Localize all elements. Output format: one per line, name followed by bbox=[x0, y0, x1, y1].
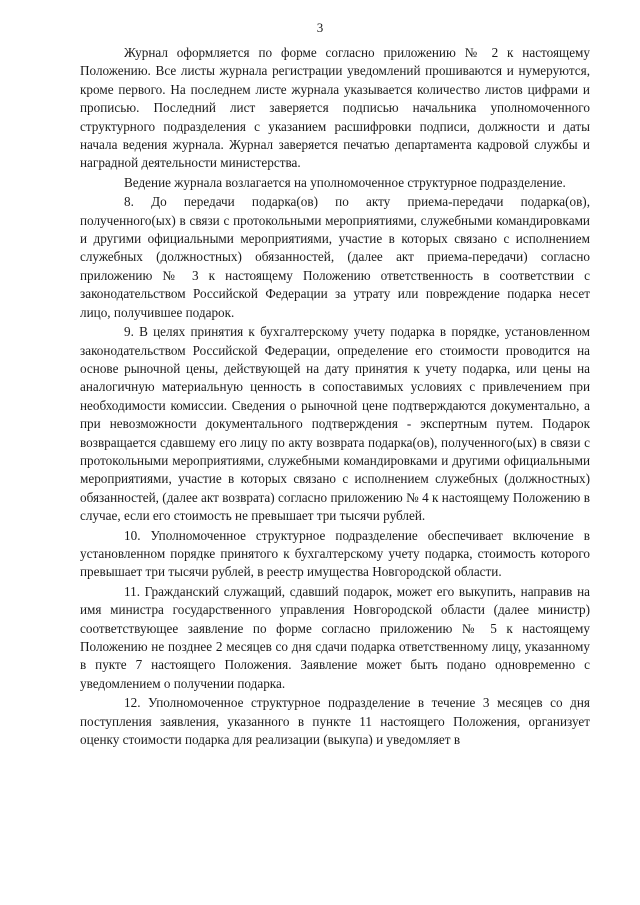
paragraph-8: 8. До передачи подарка(ов) по акту приема-передачи подарка(ов), полученного(ых) в связи с протокольными мероприятиями, служебными командировками и другими официальными мероприятиями, участие в которых связано с исполнением служебных (должностных) обязанностей, (далее акт приема-передачи) согласно приложению № 3 к настоящему Положению ответственность в соответствии с законодательством Российской Федерации за утрату или повреждение подарка несет лицо, получившее подарок. bbox=[80, 194, 590, 320]
paragraph-12: 12. Уполномоченное структурное подразделение в течение 3 месяцев со дня поступления заявления, указанного в пункте 11 настоящего Положения, организует оценку стоимости подарка для реализации (выкупа) и уведомляет в bbox=[80, 695, 590, 748]
paragraph-journal-keeping: Ведение журнала возлагается на уполномоченное структурное подразделение. bbox=[124, 174, 566, 190]
paragraph-journal-form: Журнал оформляется по форме согласно приложению № 2 к настоящему Положению. Все листы журнала регистрации уведомлений прошиваются и нумеруются, кроме первого. На последнем листе журнала указывается количество листов цифрами и прописью. Последний лист заверяется подписью начальника уполномоченного структурного подразделения с указанием расшифровки подписи, должности и даты начала ведения журнала. Журнал заверяется печатью департамента кадровой службы и наградной деятельности министерства. bbox=[80, 45, 590, 171]
paragraph-9: 9. В целях принятия к бухгалтерскому учету подарка в порядке, установленном законодательством Российской Федерации, определение его стоимости проводится на основе рыночной цены, действующей на дату принятия к учету подарка, или цены на аналогичную материальную ценность в сопоставимых условиях с привлечением при необходимости комиссии. Сведения о рыночной цене подтверждаются документально, а при невозможности документального подтверждения - экспертным путем. Подарок возвращается сдавшему его лицу по акту возврата подарка(ов), полученного(ых) в связи с протокольными мероприятиями, служебными командировками и другими официальными мероприятиями, участие в которых связано с исполнением служебных (должностных) обязанностей, (далее акт возврата) согласно приложению № 4 к настоящему Положению в случае, если его стоимость не превышает три тысячи рублей. bbox=[80, 324, 590, 524]
paragraph-11: 11. Гражданский служащий, сдавший подарок, может его выкупить, направив на имя министра государственного управления Новгородской области (далее министр) соответствующее заявление по форме согласно приложению № 5 к настоящему Положению не позднее 2 месяцев со дня сдачи подарка ответственному лицу, указанному в пукте 7 настоящего Положения. Заявление может быть подано одновременно с уведомлением о получении подарка. bbox=[80, 583, 590, 691]
document-body bbox=[80, 44, 590, 749]
paragraph-10: 10. Уполномоченное структурное подразделение обеспечивает включение в установленном порядке принятого к бухгалтерскому учету подарка, стоимость которого превышает три тысячи рублей, в реестр имущества Новгородской области. bbox=[80, 527, 590, 580]
page-number: 3 bbox=[316, 20, 324, 35]
